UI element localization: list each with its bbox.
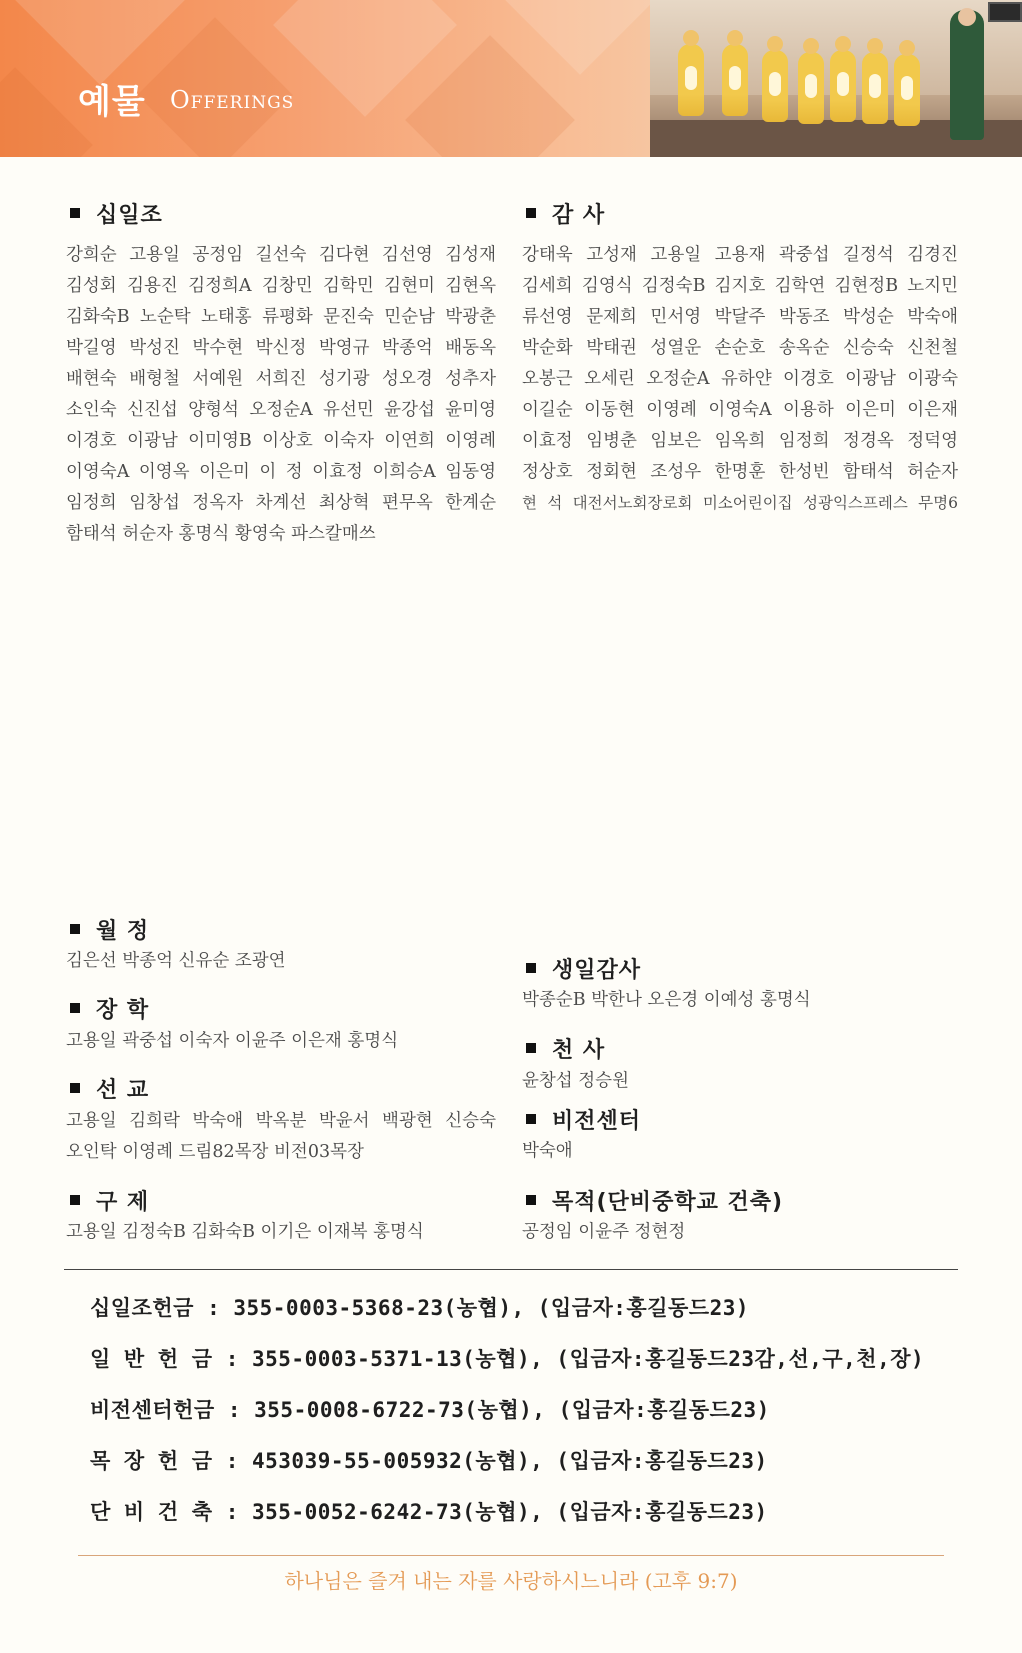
name-line: 오봉근 오세린 오정순A 유하얀 이경호 이광남 이광숙 <box>522 369 958 389</box>
section-heading-first-fruit: 천 사 <box>526 1033 605 1064</box>
bullet-square-icon <box>70 924 80 934</box>
bullet-square-icon <box>526 1195 536 1205</box>
name-line: 이길순 이동현 이영례 이영숙A 이용하 이은미 이은재 <box>522 400 958 420</box>
relief-names: 고용일 김정숙B 김화숙B 이기은 이재복 홍명식 <box>66 1222 424 1242</box>
purpose-names: 공정임 이윤주 정현정 <box>522 1222 686 1242</box>
divider <box>78 1555 944 1556</box>
name-line: 박순화 박태권 성열운 손순호 송옥순 신승숙 신천철 <box>522 338 958 358</box>
name-line: 김화숙B 노순탁 노태홍 류평화 문진숙 민순남 박광춘 <box>66 307 496 327</box>
divider <box>64 1269 958 1270</box>
section-heading-birthday: 생일감사 <box>526 953 641 984</box>
bullet-square-icon <box>70 208 80 218</box>
page-subtitle: Offerings <box>170 86 295 114</box>
section-heading-relief: 구 제 <box>70 1185 149 1216</box>
name-line: 김성회 김용진 김정희A 김창민 김학민 김현미 김현옥 <box>66 276 496 296</box>
account-line-tithe: 십일조헌금 : 355-0003-5368-23(농협), (입금자:홍길동드23) <box>90 1296 750 1320</box>
name-line: 고용일 김희락 박숙애 박옥분 박윤서 백광현 신승숙 <box>66 1111 496 1131</box>
section-heading-monthly: 월 정 <box>70 914 149 945</box>
children-performance-photo <box>650 0 1022 157</box>
bullet-square-icon <box>70 1003 80 1013</box>
name-line: 강희순 고용일 공정임 길선숙 김다현 김선영 김성재 <box>66 245 496 265</box>
section-heading-vision-center: 비전센터 <box>526 1104 641 1135</box>
name-line: 배현숙 배형철 서예원 서희진 성기광 성오경 성추자 <box>66 369 496 389</box>
bullet-square-icon <box>70 1083 80 1093</box>
name-line: 박길영 박성진 박수현 박신정 박영규 박종억 배동옥 <box>66 338 496 358</box>
name-line: 임정희 임창섭 정옥자 차계선 최상혁 편무옥 한계순 <box>66 493 496 513</box>
bullet-square-icon <box>526 963 536 973</box>
section-heading-thanks: 감 사 <box>526 198 605 229</box>
vision-center-names: 박숙애 <box>522 1141 573 1161</box>
name-line: 이효정 임병춘 임보은 임옥희 임정희 정경옥 정덕영 <box>522 431 958 451</box>
name-line: 정상호 정회현 조성우 한명훈 한성빈 함태석 허순자 <box>522 462 958 482</box>
section-heading-purpose: 목적(단비중학교 건축) <box>526 1185 783 1216</box>
account-line-mokjang: 목 장 헌 금 : 453039-55-005932(농협), (입금자:홍길동드23) <box>90 1449 768 1473</box>
name-line: 류선영 문제희 민서영 박달주 박동조 박성순 박숙애 <box>522 307 958 327</box>
name-line: 김세희 김영식 김정숙B 김지호 김학연 김현정B 노지민 <box>522 276 958 296</box>
account-line-general: 일 반 헌 금 : 355-0003-5371-13(농협), (입금자:홍길동드23감,선,구,천,장) <box>90 1347 925 1371</box>
name-line: 함태석 허순자 홍명식 황영숙 파스칼매쓰 <box>66 524 376 544</box>
name-line: 이경호 이광남 이미영B 이상호 이숙자 이연희 이영례 <box>66 431 496 451</box>
page-title: 예물 <box>78 82 146 122</box>
name-line: 강태욱 고성재 고용일 고용재 곽중섭 길정석 김경진 <box>522 245 958 265</box>
header-banner <box>0 0 1022 157</box>
name-line: 소인숙 신진섭 양형석 오정순A 유선민 윤강섭 윤미영 <box>66 400 496 420</box>
section-heading-scholarship: 장 학 <box>70 993 149 1024</box>
account-line-vision-center: 비전센터헌금 : 355-0008-6722-73(농협), (입금자:홍길동드23) <box>90 1398 770 1422</box>
monthly-names: 김은선 박종억 신유순 조광연 <box>66 951 286 971</box>
name-line: 오인탁 이영례 드림82목장 비전03목장 <box>66 1142 364 1162</box>
bullet-square-icon <box>526 1043 536 1053</box>
bullet-square-icon <box>526 1114 536 1124</box>
thanks-names <box>522 240 958 519</box>
scholarship-names: 고용일 곽중섭 이숙자 이윤주 이은재 홍명식 <box>66 1031 399 1051</box>
bullet-square-icon <box>70 1195 80 1205</box>
section-heading-tithe: 십일조 <box>70 198 163 229</box>
section-heading-mission: 선 교 <box>70 1073 149 1104</box>
bullet-square-icon <box>526 208 536 218</box>
account-line-danbi-building: 단 비 건 축 : 355-0052-6242-73(농협), (입금자:홍길동드23) <box>90 1500 768 1524</box>
tithe-names <box>66 240 496 550</box>
name-line: 현 석 대전서노회장로회 미소어린이집 성광익스프레스 무명6 <box>522 494 958 512</box>
first-fruit-names: 윤창섭 정승원 <box>522 1071 629 1091</box>
birthday-names: 박종순B 박한나 오은경 이예성 홍명식 <box>522 990 811 1010</box>
bible-verse: 하나님은 즐겨 내는 자를 사랑하시느니라 (고후 9:7) <box>284 1569 738 1593</box>
name-line: 이영숙A 이영옥 이은미 이 정 이효정 이희승A 임동영 <box>66 462 496 482</box>
mission-names <box>66 1106 496 1168</box>
